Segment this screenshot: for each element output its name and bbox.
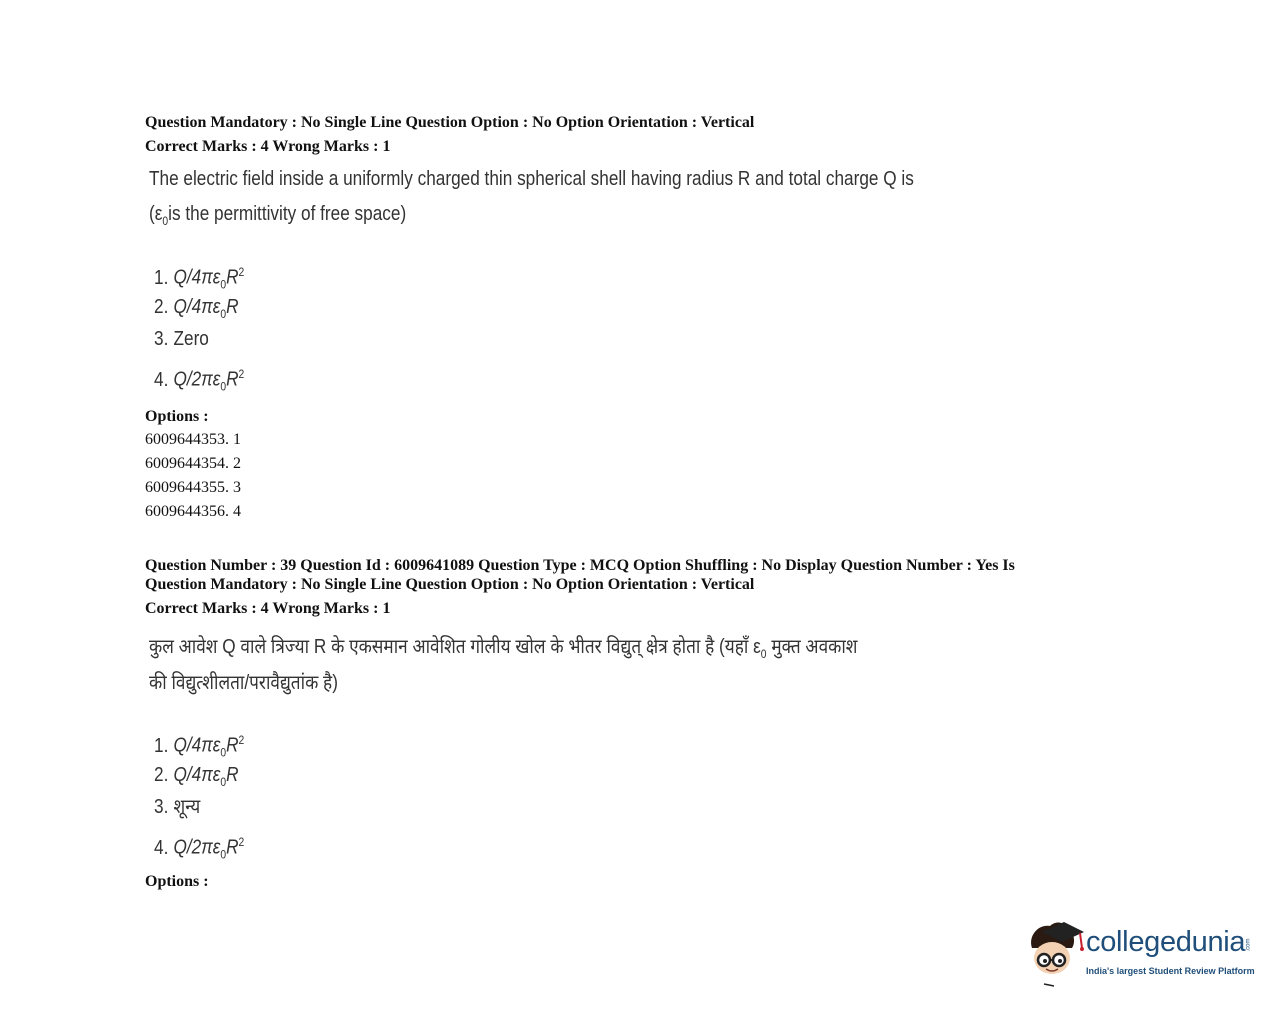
option-id: 6009644356. 4 <box>145 503 241 520</box>
answer-choice: 3. Zero <box>154 328 209 350</box>
answer-choice: 2. $Q/4\pi\varepsilon_0R$ <box>154 296 239 321</box>
option-id: 6009644355. 3 <box>145 479 241 496</box>
answer-choice: 1. $Q/4\pi\varepsilon_0R^2$ <box>154 265 245 292</box>
question-marks: Correct Marks : 4 Wrong Marks : 1 <box>145 600 391 617</box>
logo-tagline: India's largest Student Review Platform <box>1086 966 1255 976</box>
question-marks: Correct Marks : 4 Wrong Marks : 1 <box>145 138 391 155</box>
mascot-icon <box>1024 918 1086 990</box>
answer-choice: 1. $Q/4\pi\varepsilon_0R^2$ <box>154 733 245 760</box>
options-label: Options : <box>145 408 209 425</box>
question-meta-line: Question Mandatory : No Single Line Question Option : No Option Orientation : Vertical <box>145 114 755 131</box>
answer-choice: 2. $Q/4\pi\varepsilon_0R$ <box>154 764 239 789</box>
question-text-note: ($\varepsilon_0is$ the permittivity of free space) <box>149 203 407 228</box>
options-label: Options : <box>145 873 209 890</box>
question-header: Question Number : 39 Question Id : 6009641089 Question Type : MCQ Option Shuffling : No Display Question Number : Yes Is <box>145 557 1015 574</box>
logo-domain: .com <box>1245 938 1252 952</box>
answer-choice: 3. शून्य <box>154 796 201 818</box>
collegedunia-logo <box>1024 918 1264 988</box>
question-text: The electric field inside a uniformly charged thin spherical shell having radius R and total charge Q is <box>149 168 914 190</box>
option-id: 6009644353. 1 <box>145 431 241 448</box>
answer-choice: 4. $Q/2\pi\varepsilon_0R^2$ <box>154 835 245 862</box>
option-id: 6009644354. 2 <box>145 455 241 472</box>
question-text-cont: की विद्युत्शीलता/परावैद्युतांक है) <box>149 672 338 694</box>
logo-wordmark: collegedunia <box>1086 926 1246 958</box>
question-meta-line: Question Mandatory : No Single Line Question Option : No Option Orientation : Vertical <box>145 576 755 593</box>
answer-choice: 4. $Q/2\pi\varepsilon_0R^2$ <box>154 367 245 394</box>
question-text: कुल आवेश Q वाले त्रिज्या R के एकसमान आवेशित गोलीय खोल के भीतर विद्युत् क्षेत्र होता है (यहाँ $\varepsilon_0$ मुक्त अवकाश <box>149 636 858 661</box>
